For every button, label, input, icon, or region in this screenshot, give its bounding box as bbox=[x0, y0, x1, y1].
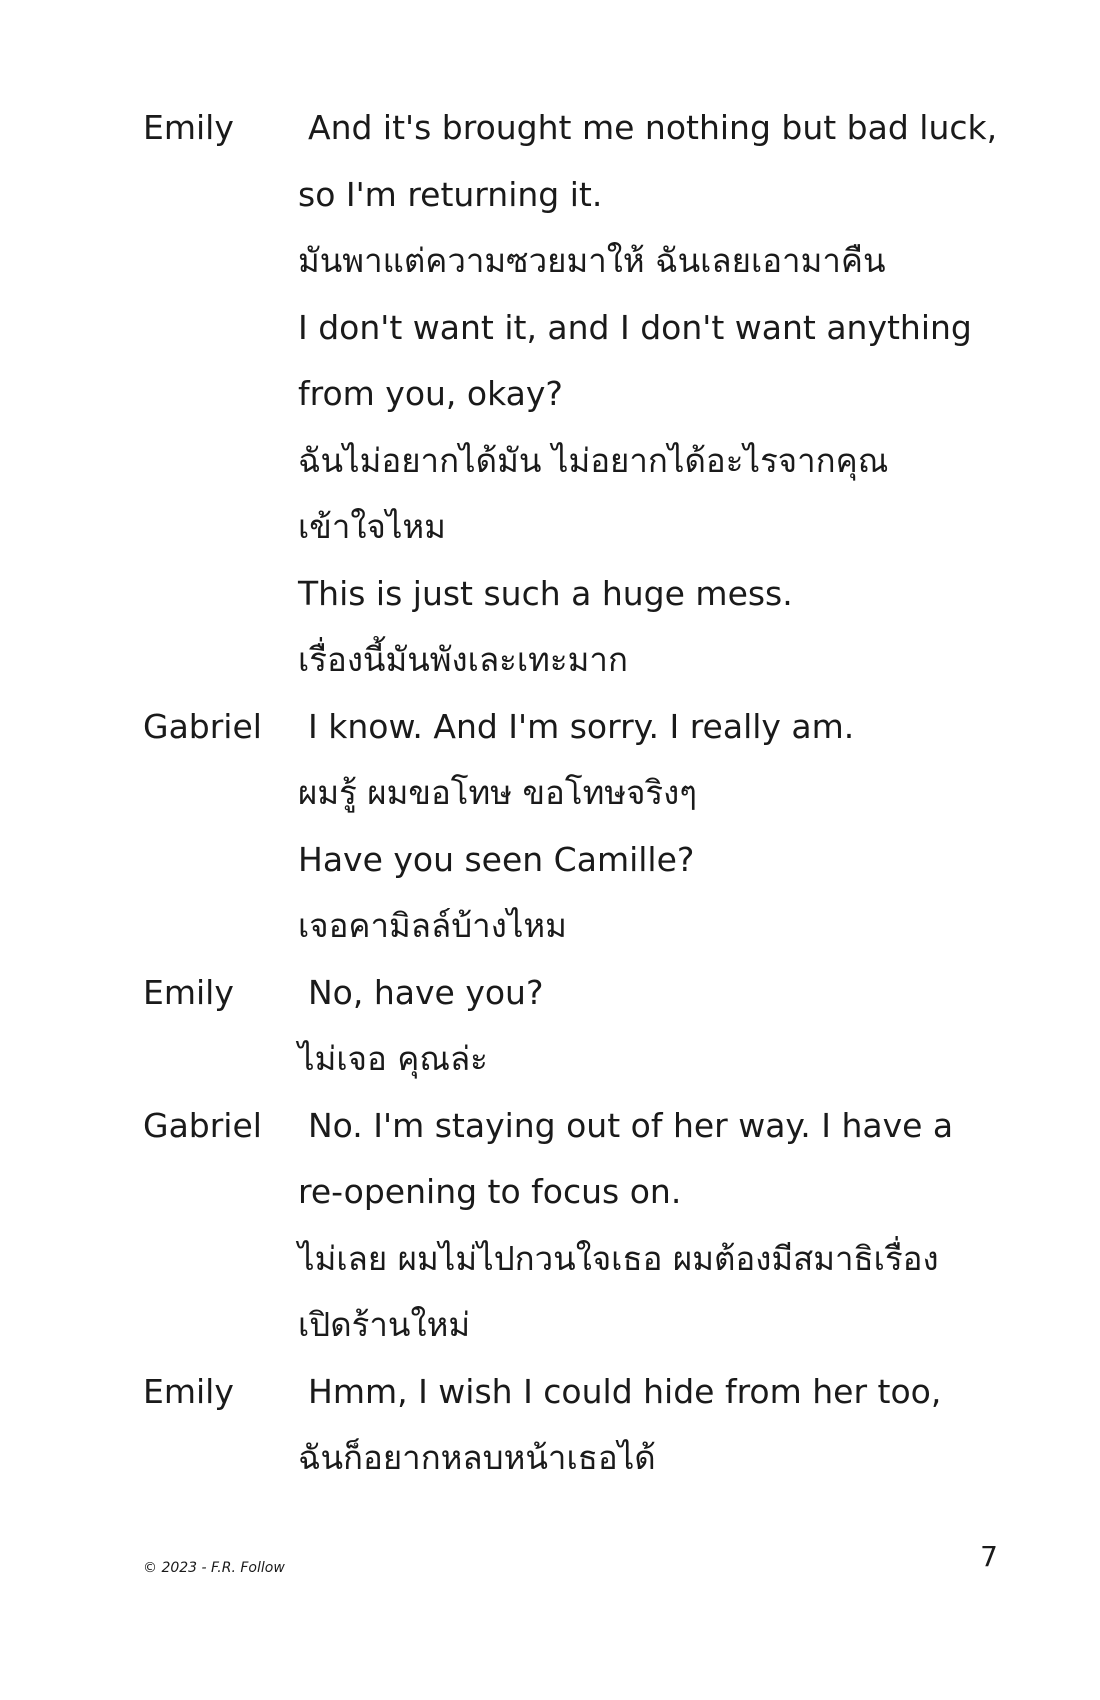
dialogue-lines bbox=[298, 694, 1013, 960]
dialogue-lines bbox=[298, 1093, 1013, 1359]
dialogue-line: เข้าใจไหม bbox=[298, 507, 446, 546]
speaker-name: Emily bbox=[143, 1371, 234, 1411]
speaker-name: Gabriel bbox=[143, 706, 262, 746]
copyright-notice: © 2023 - F.R. Follow bbox=[143, 1560, 285, 1576]
speaker-name: Gabriel bbox=[143, 1105, 262, 1145]
dialogue-line: เจอคามิลล์บ้างไหม bbox=[298, 906, 567, 945]
dialogue-line: ฉันก็อยากหลบหน้าเธอได้ bbox=[298, 1438, 656, 1477]
dialogue-line: I know. And I'm sorry. I really am. bbox=[308, 706, 855, 746]
dialogue-block bbox=[143, 1093, 1013, 1359]
dialogue-line: ไม่เลย ผมไม่ไปกวนใจเธอ ผมต้องมีสมาธิเรื่อง bbox=[298, 1238, 939, 1278]
dialogue-block bbox=[143, 95, 1013, 694]
dialogue-line: No, have you? bbox=[308, 972, 544, 1012]
dialogue-line: so I'm returning it. bbox=[298, 174, 603, 214]
dialogue-line: I don't want it, and I don't want anything bbox=[298, 307, 972, 347]
dialogue-line: No. I'm staying out of her way. I have a bbox=[308, 1105, 954, 1145]
dialogue-line: Hmm, I wish I could hide from her too, bbox=[308, 1371, 942, 1411]
dialogue-line: เปิดร้านใหม่ bbox=[298, 1305, 471, 1344]
speaker-name: Emily bbox=[143, 972, 234, 1012]
dialogue-line: Have you seen Camille? bbox=[298, 839, 695, 879]
dialogue-line: ผมรู้ ผมขอโทษ ขอโทษจริงๆ bbox=[298, 773, 697, 812]
dialogue-line: re-opening to focus on. bbox=[298, 1172, 682, 1211]
dialogue-line: เรื่องนี้มันพังเละเทะมาก bbox=[298, 640, 628, 679]
dialogue-lines bbox=[298, 1359, 1013, 1492]
dialogue-lines bbox=[298, 95, 1013, 694]
dialogue-line: And it's brought me nothing but bad luck, bbox=[308, 108, 998, 147]
dialogue-block bbox=[143, 694, 1013, 960]
dialogue-script bbox=[143, 95, 1013, 1492]
dialogue-line: ฉันไม่อยากได้มัน ไม่อยากได้อะไรจากคุณ bbox=[298, 440, 889, 480]
dialogue-line: มันพาแต่ความซวยมาให้ ฉันเลยเอามาคืน bbox=[298, 241, 886, 280]
dialogue-block bbox=[143, 960, 1013, 1093]
dialogue-block bbox=[143, 1359, 1013, 1492]
dialogue-line: ไม่เจอ คุณล่ะ bbox=[298, 1039, 488, 1078]
speaker-name: Emily bbox=[143, 108, 234, 147]
page-number: 7 bbox=[980, 1540, 998, 1573]
dialogue-line: from you, okay? bbox=[298, 374, 563, 413]
dialogue-line: This is just such a huge mess. bbox=[298, 573, 793, 613]
dialogue-lines bbox=[298, 960, 1013, 1093]
